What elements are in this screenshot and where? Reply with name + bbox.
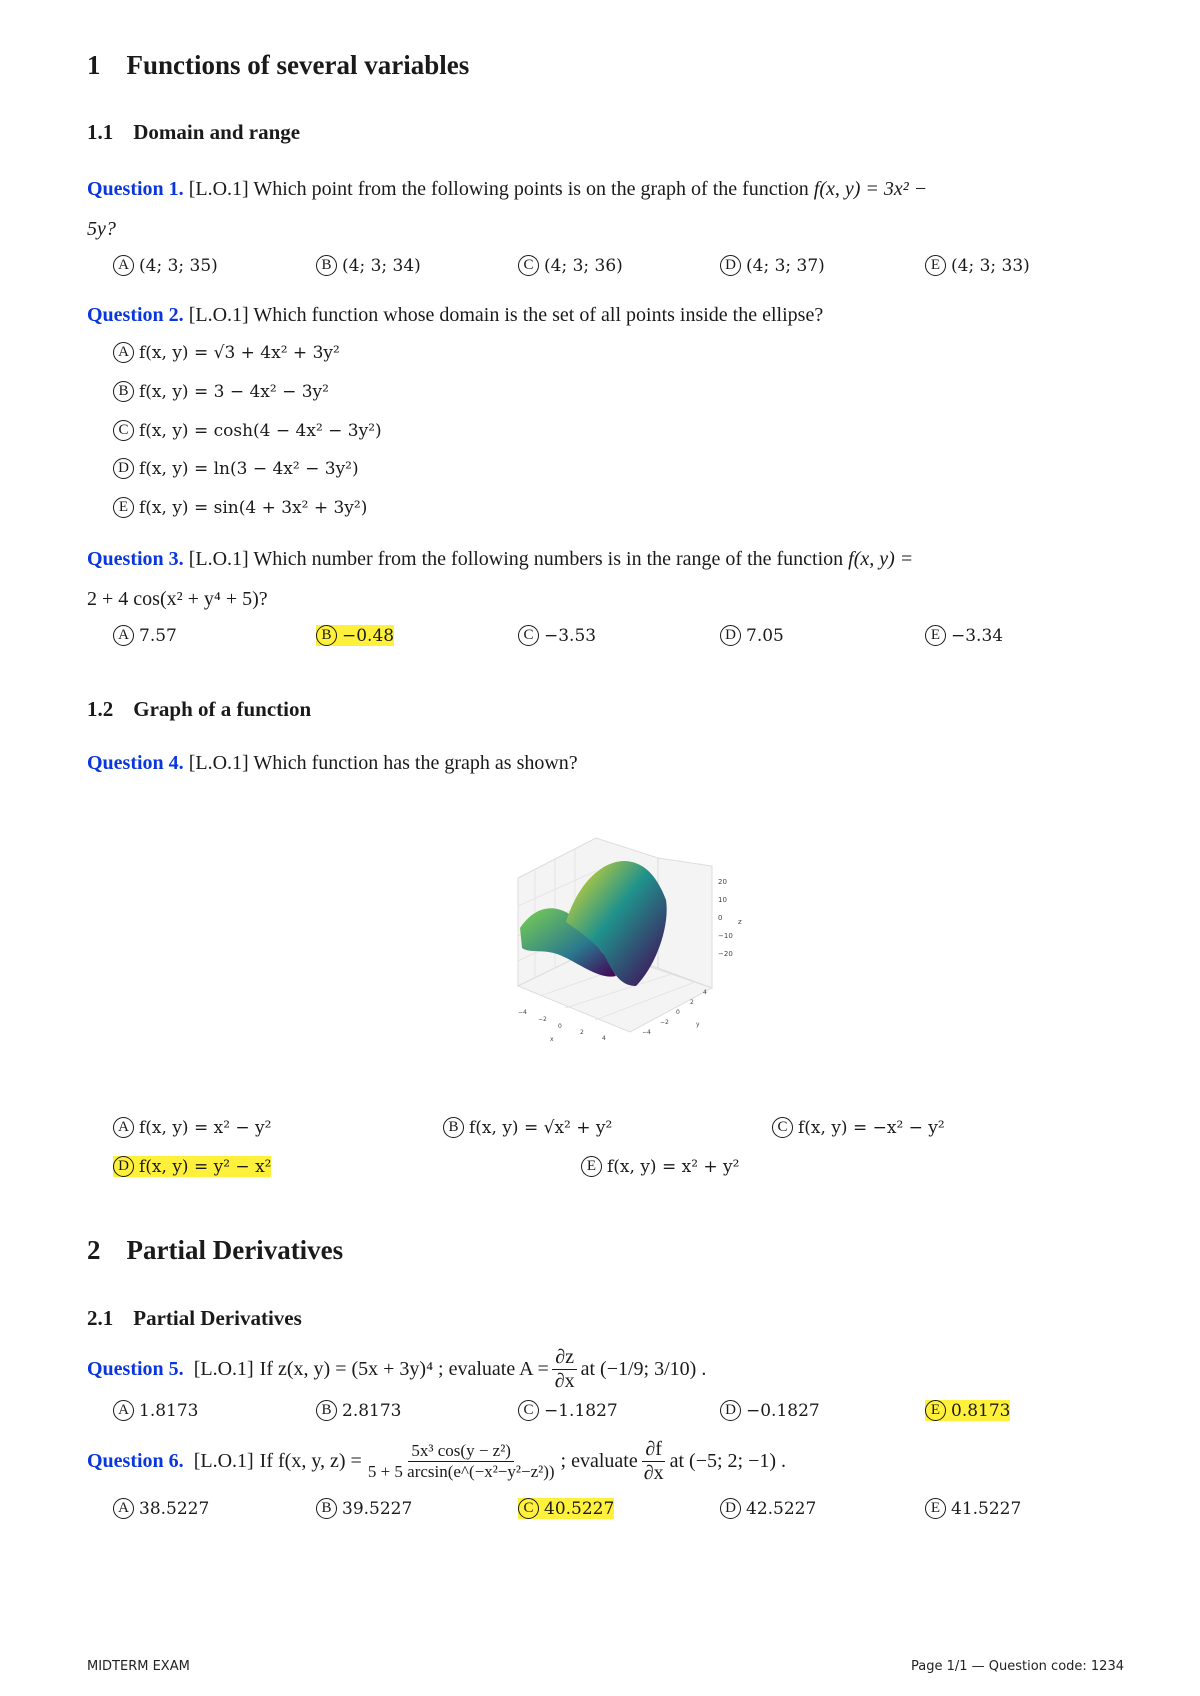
question-1-label: Question 1.: [87, 178, 184, 200]
q1-option-b[interactable]: B (4; 3; 34): [316, 255, 421, 276]
z-tick: −20: [718, 950, 733, 958]
question-6-label: Question 6.: [87, 1450, 184, 1472]
x-tick: −4: [518, 1009, 527, 1016]
z-axis-label: z: [738, 918, 742, 926]
question-4-label: Question 4.: [87, 752, 184, 774]
q2-option-b[interactable]: B f(x, y) = 3 − 4x² − 3y²: [113, 381, 329, 402]
question-5-stem: Question 5. [L.O.1] If z(x, y) = (5x + 3y)⁴ ; evaluate A = $\frac{\partial z}{\partial x}$ at (−1/9; 3/10) .: [87, 1346, 707, 1392]
y-tick: −4: [642, 1029, 651, 1036]
question-6-stem: Question 6. [L.O.1] If f(x, y, z) = $\frac{\text{5x³ cos(y − z²)}}{\text{5 + 5 arcsin(e\textasciicircum{}(−x²−y²−z²))}}$ ; evaluate $\frac{\partial f}{\partial x}$ at (−5; 2; −1) .: [87, 1438, 787, 1484]
question-2-stem: Question 2. [L.O.1] Which function whose domain is the set of all points inside the ellipse?: [87, 304, 824, 326]
q4-option-a[interactable]: A f(x, y) = x² − y²: [113, 1117, 271, 1138]
y-axis-label: y: [696, 1021, 700, 1028]
z-tick: 10: [718, 896, 727, 904]
q5-option-a[interactable]: A 1.8173: [113, 1400, 198, 1421]
question-1-stem-cont: 5y?: [87, 218, 116, 240]
section-1-1-heading: 1.1 Domain and range: [87, 120, 301, 144]
q6-option-c[interactable]: C 40.5227: [518, 1498, 614, 1519]
q3-option-e[interactable]: E −3.34: [925, 625, 1003, 646]
y-tick: 2: [690, 999, 694, 1006]
section-1-2-heading: 1.2 Graph of a function: [87, 697, 312, 721]
q2-option-c[interactable]: C f(x, y) = cosh(4 − 4x² − 3y²): [113, 420, 382, 441]
q1-option-e[interactable]: E (4; 3; 33): [925, 255, 1030, 276]
q4-option-b[interactable]: B f(x, y) = √x² + y²: [443, 1117, 612, 1138]
question-3-stem-cont: 2 + 4 cos(x² + y⁴ + 5)?: [87, 588, 268, 610]
question-2-label: Question 2.: [87, 304, 184, 326]
question-3-stem: Question 3. [L.O.1] Which number from the following numbers is in the range of the function f(x, y) =: [87, 548, 914, 570]
footer-right: Page 1/1 — Question code: 1234: [910, 1659, 1124, 1674]
q4-option-c[interactable]: C f(x, y) = −x² − y²: [772, 1117, 945, 1138]
q2-option-d[interactable]: D f(x, y) = ln(3 − 4x² − 3y²): [113, 458, 359, 479]
y-tick: 4: [703, 989, 707, 996]
y-tick: −2: [660, 1019, 669, 1026]
question-4-stem: Question 4. [L.O.1] Which function has the graph as shown?: [87, 752, 578, 774]
q4-option-d[interactable]: D f(x, y) = y² − x²: [113, 1156, 271, 1177]
x-axis-label: x: [550, 1036, 554, 1043]
q3-option-b[interactable]: B −0.48: [316, 625, 394, 646]
section-2-heading: 2 Partial Derivatives: [87, 1235, 344, 1265]
question-5-label: Question 5.: [87, 1358, 184, 1380]
q5-option-c[interactable]: C −1.1827: [518, 1400, 618, 1421]
q1-option-c[interactable]: C (4; 3; 36): [518, 255, 623, 276]
q5-option-d[interactable]: D −0.1827: [720, 1400, 820, 1421]
y-tick: 0: [676, 1009, 680, 1016]
x-tick: 0: [558, 1023, 562, 1030]
q6-option-b[interactable]: B 39.5227: [316, 1498, 412, 1519]
surface-plot-figure: [500, 836, 770, 1066]
q2-option-a[interactable]: A f(x, y) = √3 + 4x² + 3y²: [113, 342, 340, 363]
q5-option-e[interactable]: E 0.8173: [925, 1400, 1010, 1421]
z-tick: −10: [718, 932, 733, 940]
x-tick: 2: [580, 1029, 584, 1036]
q1-option-a[interactable]: A (4; 3; 35): [113, 255, 218, 276]
q1-option-d[interactable]: D (4; 3; 37): [720, 255, 825, 276]
footer-left: MIDTERM EXAM: [87, 1659, 190, 1674]
section-1-heading: 1 Functions of several variables: [87, 50, 470, 80]
q4-option-e[interactable]: E f(x, y) = x² + y²: [581, 1156, 739, 1177]
q3-option-d[interactable]: D 7.05: [720, 625, 784, 646]
x-tick: 4: [602, 1035, 606, 1042]
question-3-label: Question 3.: [87, 548, 184, 570]
q6-option-a[interactable]: A 38.5227: [113, 1498, 209, 1519]
q3-option-c[interactable]: C −3.53: [518, 625, 596, 646]
q5-partial-fraction: $\frac{\partial z}{\partial x}$: [552, 1346, 578, 1393]
q6-function-fraction: $\frac{\text{5x³ cos(y − z²)}}{\text{5 + 5 arcsin(e\textasciicircum{}(−x²−y²−z²))}}$: [367, 1441, 555, 1481]
z-tick-labels: [718, 878, 742, 958]
z-tick: 0: [718, 914, 723, 922]
section-2-1-heading: 2.1 Partial Derivatives: [87, 1306, 302, 1330]
z-tick: 20: [718, 878, 727, 886]
x-tick: −2: [538, 1016, 547, 1023]
question-1-stem: Question 1. [L.O.1] Which point from the following points is on the graph of the function f(x, y) = 3x² −: [87, 178, 928, 200]
q2-option-e[interactable]: E f(x, y) = sin(4 + 3x² + 3y²): [113, 497, 367, 518]
q3-option-a[interactable]: A 7.57: [113, 625, 177, 646]
q6-option-e[interactable]: E 41.5227: [925, 1498, 1021, 1519]
q5-option-b[interactable]: B 2.8173: [316, 1400, 401, 1421]
q6-option-d[interactable]: D 42.5227: [720, 1498, 816, 1519]
q6-partial-fraction: $\frac{\partial f}{\partial x}$: [643, 1438, 664, 1484]
